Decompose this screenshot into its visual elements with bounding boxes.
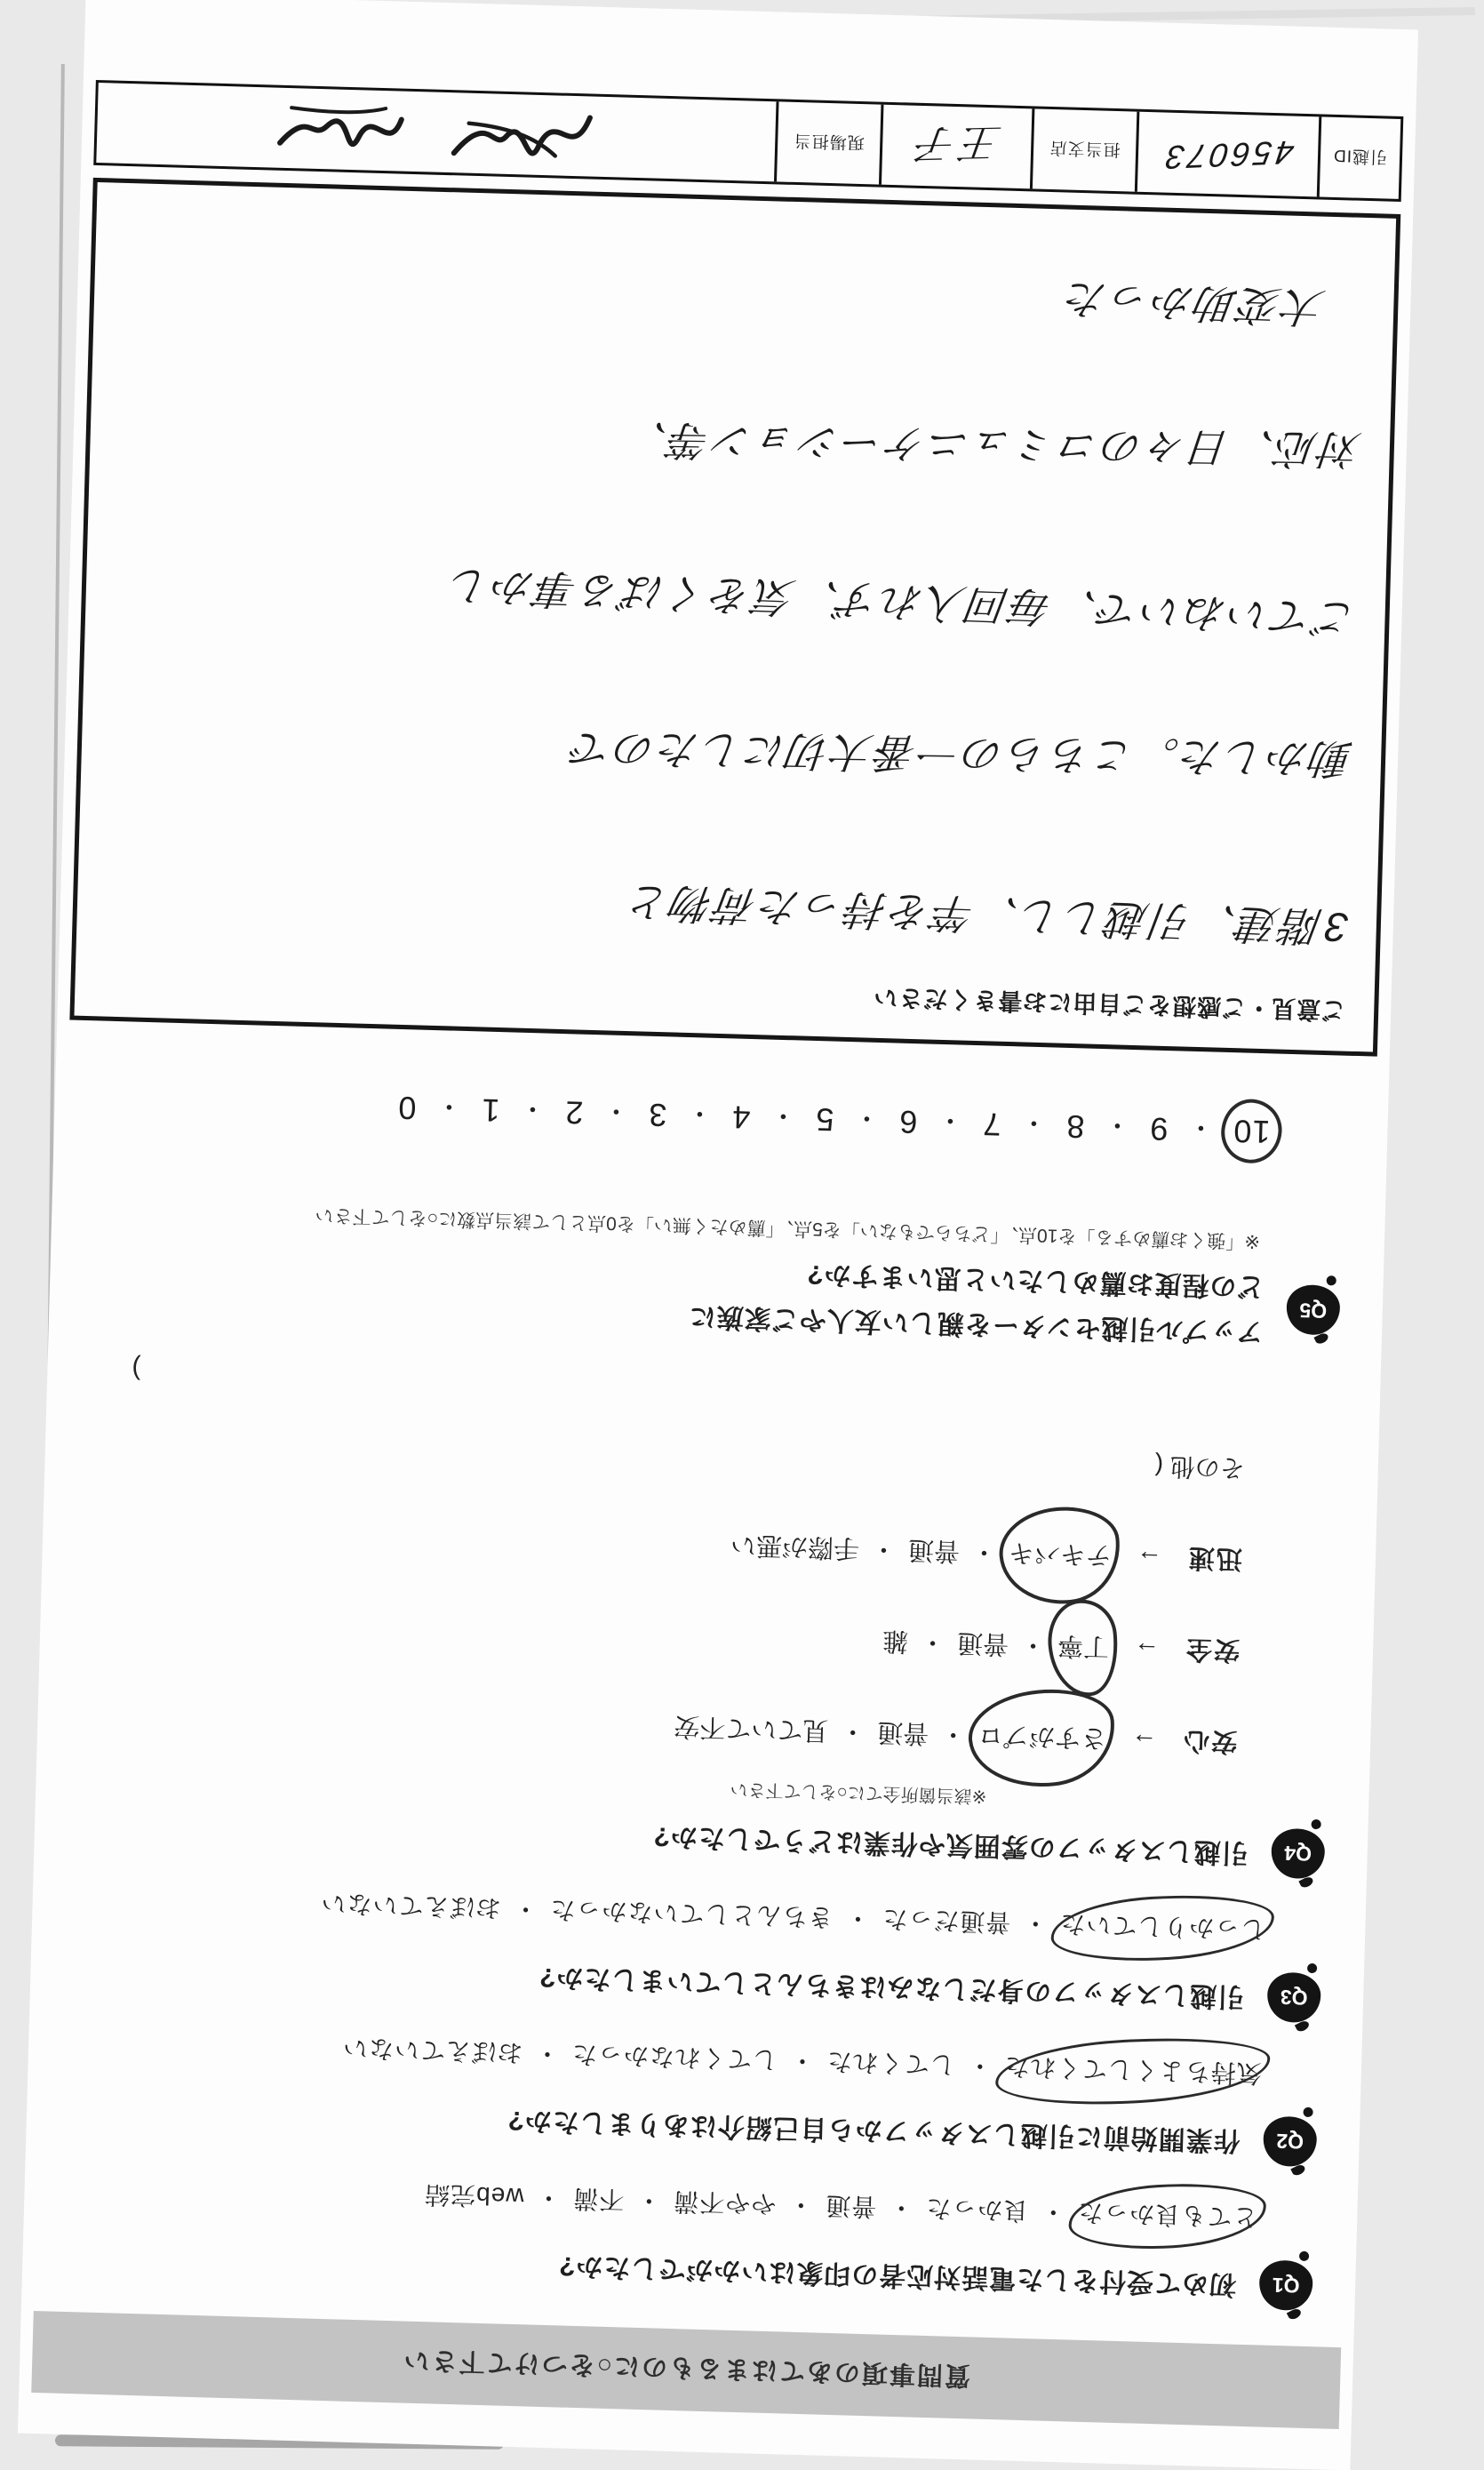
- option-selected-circle-mark: 気持ちよくしてくれた: [1003, 2050, 1262, 2092]
- option: web完結: [423, 2180, 524, 2211]
- option: 手際が悪い: [730, 1530, 860, 1563]
- q3-options: [32, 1879, 1266, 1949]
- option-separator: ・: [512, 1894, 539, 1923]
- option: してくれなかった: [570, 2040, 778, 2074]
- q2-text: 作業開始前に引越しスタッフから自己紹介はありましたか?: [507, 2106, 1241, 2156]
- q5-text-line2: どの程度お薦めしたいと思いますか?: [805, 1259, 1265, 1302]
- option-separator: ・: [786, 2190, 814, 2219]
- option-separator: ・: [1186, 1111, 1215, 1142]
- option-separator: ・: [852, 1102, 881, 1133]
- option: 4: [730, 1099, 751, 1136]
- comment-box: [69, 178, 1400, 1057]
- option: 不満: [571, 2184, 625, 2214]
- q4-row-安全: [40, 1601, 1241, 1671]
- handwriting-line: 大変助かった: [1060, 275, 1328, 332]
- q2-badge-icon: Q2: [1263, 2116, 1318, 2168]
- option: 普通: [907, 1535, 961, 1565]
- branch-label: 担当支店: [1049, 138, 1121, 159]
- option: 1: [480, 1091, 500, 1130]
- arrow-icon: →: [1130, 1727, 1158, 1757]
- q5-note: ※「強くお薦めする」を10点、「どちらでもない」を5点、「薦めたく無い」を0点として該当点数に○をして下さい: [315, 1204, 1261, 1252]
- move-id-handwritten-value: 456073: [1160, 133, 1297, 176]
- option: おぼえていない: [341, 2034, 523, 2067]
- option: おぼえていない: [320, 1889, 501, 1922]
- option-separator: ・: [685, 1097, 714, 1128]
- option: 2: [563, 1094, 584, 1131]
- field-staff-label: 現場担当: [793, 131, 866, 152]
- option-separator: ・: [1019, 1107, 1048, 1138]
- option-selected-circle-mark: さすがプロ: [977, 1718, 1107, 1758]
- option-separator: ・: [1019, 1629, 1047, 1659]
- q4-row-label: 安全: [1184, 1634, 1241, 1665]
- option-separator: ・: [970, 1537, 998, 1566]
- q4-badge-icon: Q4: [1271, 1828, 1326, 1880]
- q4-other-close-paren: ): [131, 1354, 141, 1384]
- move-id-label: 引越ID: [1332, 146, 1388, 167]
- question-block-q5: [49, 1078, 1388, 1353]
- arrow-icon: →: [1136, 1544, 1163, 1574]
- option-selected-circle-mark: 10: [1232, 1113, 1271, 1151]
- handwritten-signature-icon: [442, 100, 603, 170]
- option-selected-circle-mark: 丁寧: [1057, 1629, 1109, 1667]
- q4-rating-rows: [37, 1509, 1376, 1766]
- option-selected-circle-mark: しっかりしていた: [1059, 1907, 1266, 1948]
- handwriting-line: 対応、日々のコミュニケーション等、: [621, 416, 1364, 474]
- question-block-q1: [22, 2167, 1358, 2313]
- option: 9: [1148, 1110, 1169, 1148]
- option-separator: ・: [634, 2186, 662, 2215]
- option-separator: ・: [1039, 2197, 1066, 2226]
- option-separator: ・: [435, 1091, 463, 1121]
- q1-badge-icon: Q1: [1258, 2259, 1313, 2311]
- option-separator: ・: [887, 2193, 914, 2222]
- q3-badge-icon: Q3: [1266, 1972, 1321, 2024]
- option: やや不満: [672, 2187, 777, 2218]
- option-separator: ・: [518, 1092, 547, 1123]
- branch-handwritten-value: 王子: [910, 119, 1005, 166]
- option-separator: ・: [534, 2183, 562, 2212]
- q5-nps-scale: [54, 1078, 1271, 1151]
- q4-other-label: その他 (: [1154, 1451, 1246, 1483]
- q2-options: [28, 2023, 1263, 2093]
- option: 7: [981, 1106, 1001, 1143]
- option-separator: ・: [1021, 1908, 1049, 1938]
- option-separator: ・: [1103, 1109, 1131, 1139]
- option-separator: ・: [936, 1104, 964, 1135]
- option: きちんとしていなかった: [549, 1896, 834, 1931]
- survey-sheet: [18, 0, 1418, 2470]
- option: 良かった: [924, 2194, 1029, 2226]
- option: 普通: [824, 2191, 877, 2221]
- option: 3: [647, 1096, 667, 1134]
- q1-text: 初めて受付をした電話対応者の印象はいかがでしたか?: [557, 2250, 1237, 2299]
- option-selected-circle-mark: テキパキ: [1008, 1536, 1112, 1575]
- option-separator: ・: [788, 2046, 816, 2075]
- option: 見ていて不安: [673, 1711, 829, 1745]
- q4-row-label: 安心: [1181, 1725, 1238, 1756]
- q4-text: 引越しスタッフの雰囲気や作業はどうでしたか?: [652, 1821, 1249, 1868]
- option: 6: [898, 1103, 918, 1141]
- q3-text: 引越しスタッフの身だしなみはきちんとしていましたか?: [538, 1962, 1245, 2012]
- option-separator: ・: [533, 2039, 561, 2068]
- option-separator: ・: [939, 1719, 967, 1749]
- option: 雑: [882, 1626, 909, 1656]
- option: 5: [814, 1101, 834, 1139]
- q4-row-迅速: [43, 1509, 1243, 1579]
- option-separator: ・: [966, 2051, 993, 2080]
- option-separator: ・: [919, 1627, 946, 1657]
- q5-badge-icon: Q5: [1286, 1284, 1341, 1336]
- option: 0: [396, 1089, 417, 1127]
- handwritten-signature-icon: [269, 94, 413, 164]
- q4-row-安心: [37, 1692, 1238, 1763]
- question-block-q4: [34, 1351, 1380, 1881]
- q4-note: ※該当箇所全てに○をして下さい: [730, 1779, 987, 1806]
- option: 8: [1065, 1107, 1085, 1146]
- option-separator: ・: [769, 1099, 797, 1131]
- option-separator: ・: [870, 1533, 898, 1563]
- form-title-banner: 質問事項のあてはまるものに○をつけて下さい: [31, 2311, 1341, 2429]
- q5-text-line1: アップル引越センターを親しい友人やご家族に: [688, 1301, 1264, 1347]
- option: 普通だった: [881, 1905, 1011, 1937]
- question-block-q2: [26, 2023, 1361, 2169]
- option: してくれた: [826, 2047, 956, 2079]
- option: 普通: [956, 1627, 1009, 1659]
- comment-box-header: ご意見・ご感想をご自由にお書きください: [873, 983, 1346, 1024]
- field-staff-signature-cell: [96, 83, 776, 181]
- option: 普通: [876, 1717, 929, 1747]
- handwriting-line: ごていねいで、毎回入れず、気をくばる事かし: [443, 562, 1360, 642]
- handwriting-line: 動かした。こちらの一番大切にしたので: [567, 724, 1355, 782]
- arrow-icon: →: [1133, 1635, 1161, 1666]
- option-separator: ・: [602, 1095, 630, 1126]
- handwritten-comment: [106, 243, 1367, 955]
- option-selected-circle-mark: とても良かった: [1077, 2196, 1258, 2237]
- handwriting-line: 3階建、引越しし、竿を持った荷物と: [623, 878, 1352, 951]
- q1-options: [24, 2167, 1258, 2237]
- q4-row-label: 迅速: [1186, 1542, 1243, 1573]
- option-separator: ・: [843, 1904, 871, 1933]
- question-block-q3: [30, 1879, 1366, 2025]
- option-separator: ・: [839, 1716, 866, 1746]
